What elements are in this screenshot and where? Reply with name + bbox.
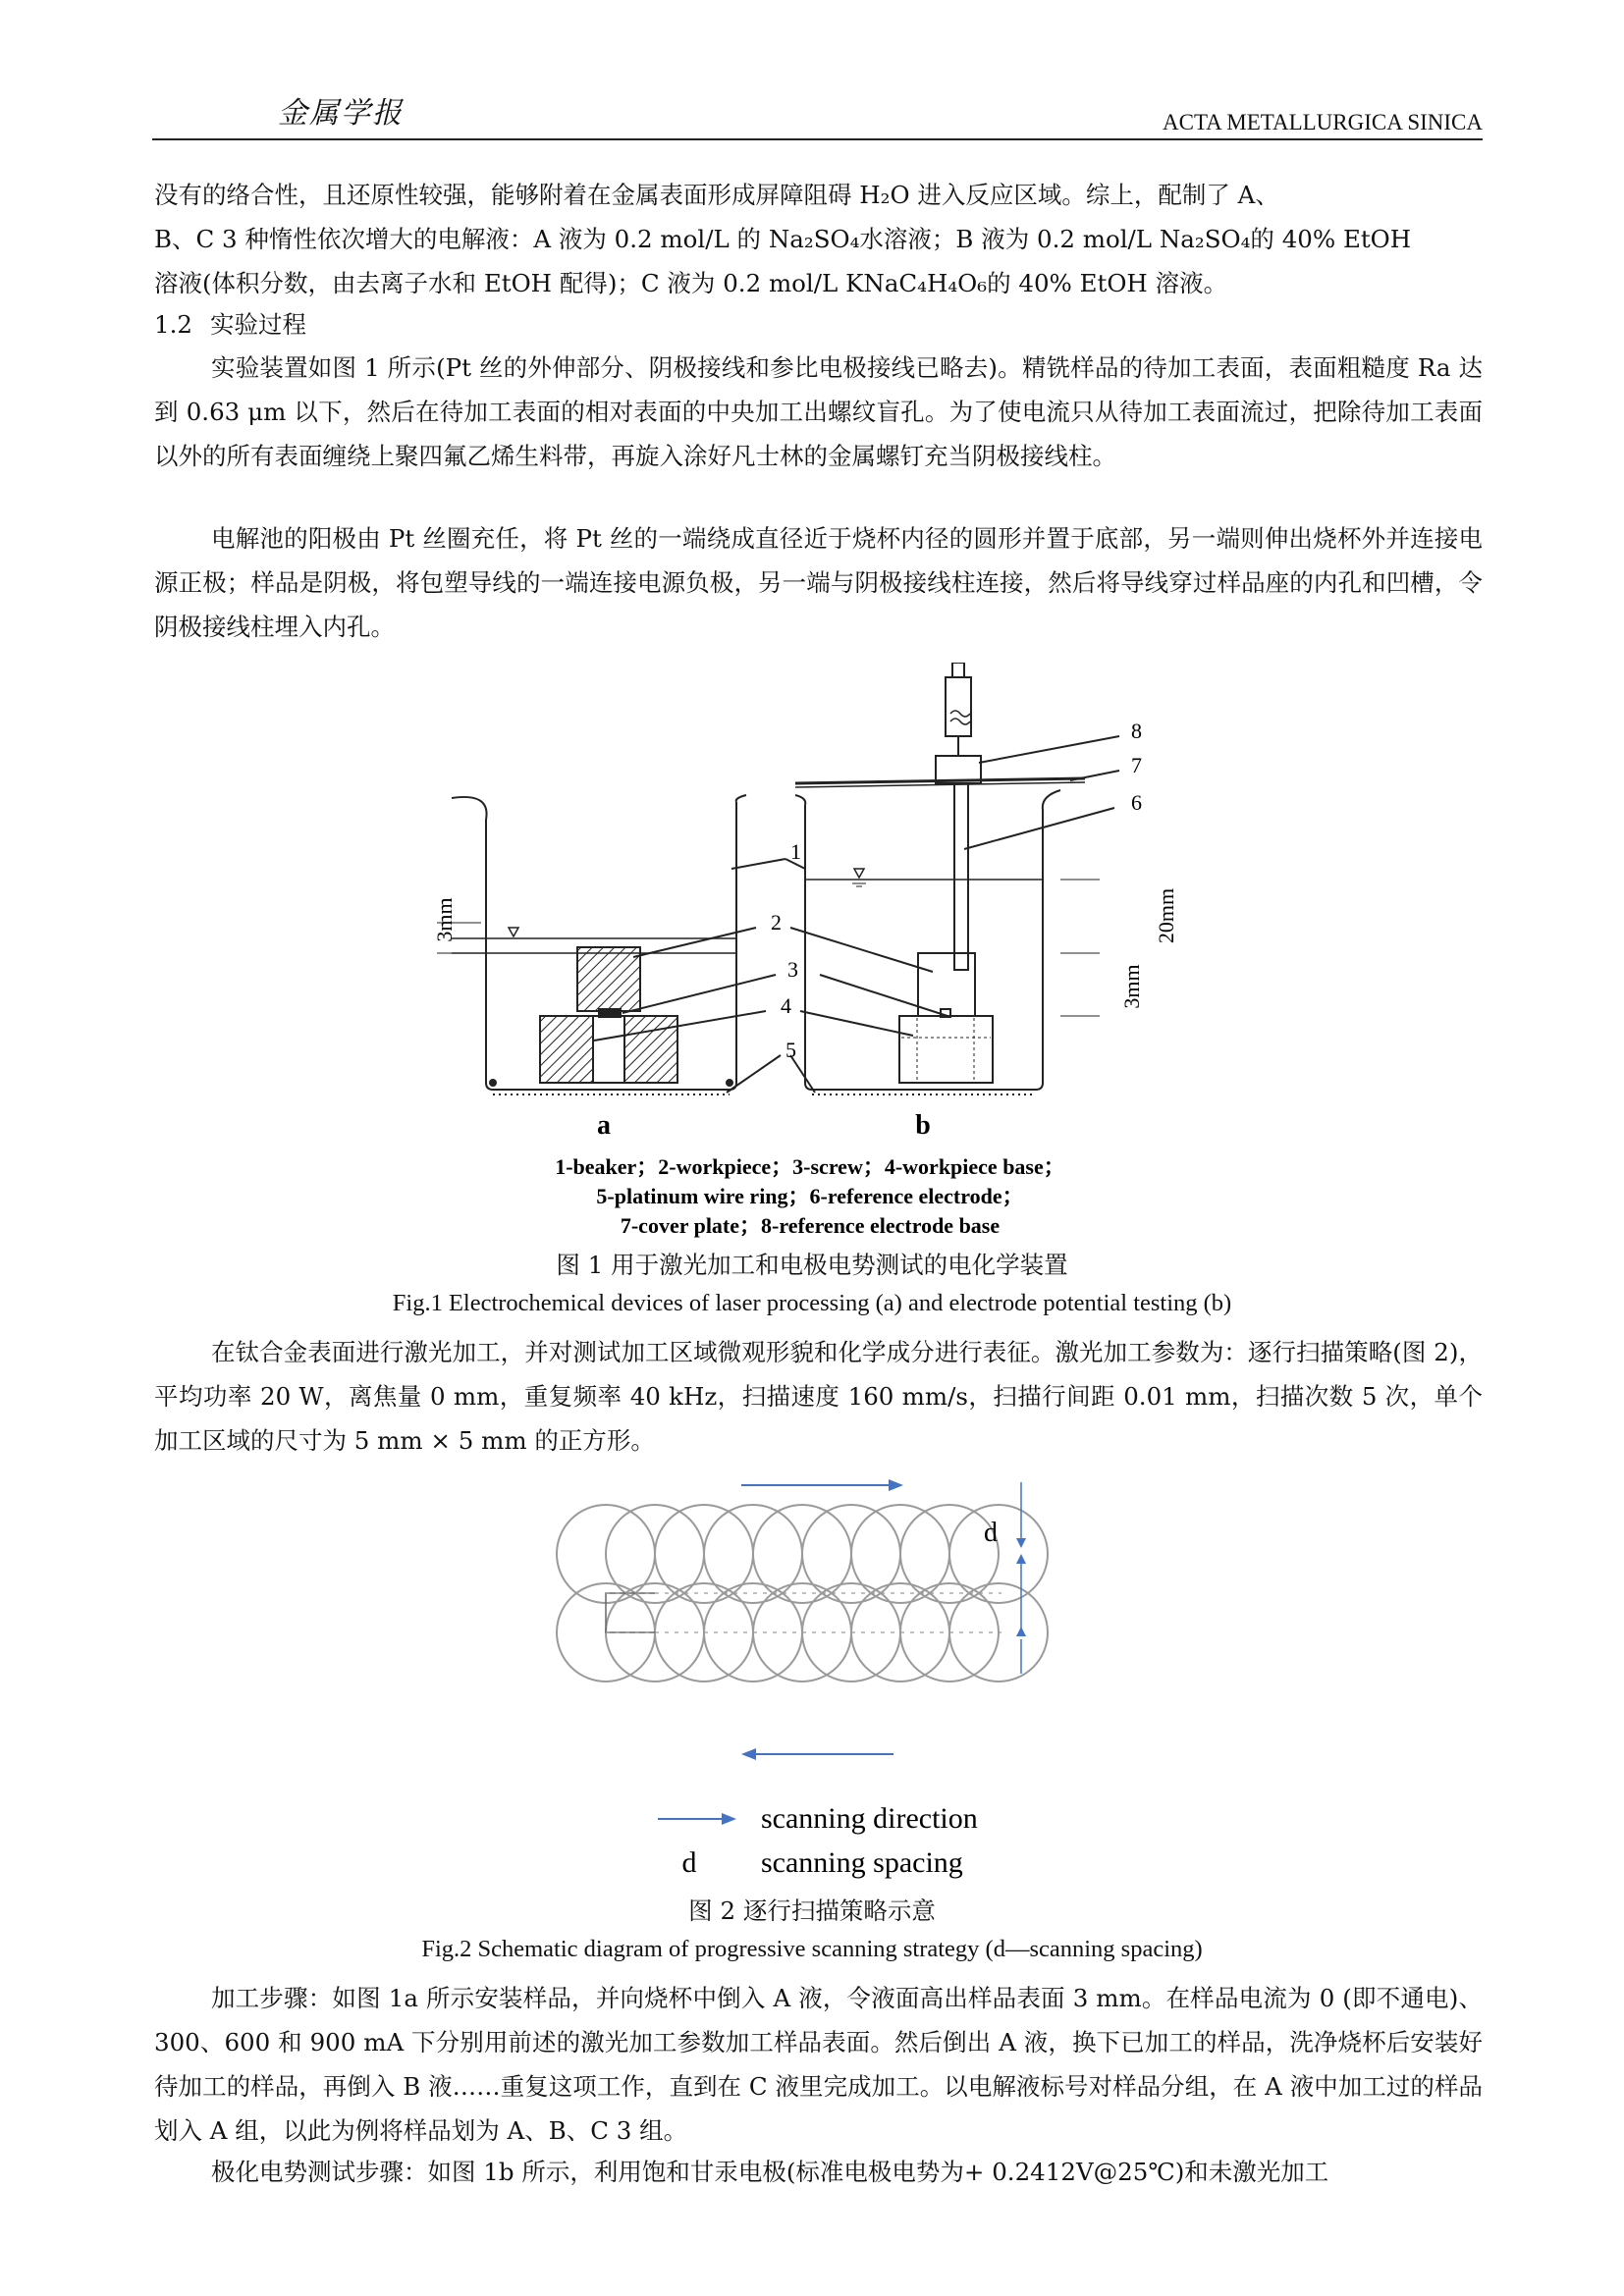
reference-electrode — [954, 783, 968, 970]
subfigure-label-a: a — [597, 1110, 611, 1141]
callout-4: 4 — [781, 993, 791, 1018]
paragraph-5-text: 加工步骤：如图 1a 所示安装样品，并向烧杯中倒入 A 液，令液面高出样品表面 3 mm。在样品电流为 0 (即不通电)、300、600 和 900 mA 下分别用前述的激光加工参数加工样品表面。然后倒出 A 液，换下已加工的样品，洗净烧杯后安装好待加工的样品，再倒入 B 液……重复这项工作，直到在 C 液里完成加工。以电解液标号对样品分组，在 A 液中加工过的样品划入 A 组，以此为例将样品划为 A、B、C 3 组。 — [154, 1984, 1483, 2145]
journal-title-en: ACTA METALLURGICA SINICA — [1163, 110, 1483, 134]
callout-3: 3 — [787, 957, 798, 982]
dimension-3mm-a: 3mm — [432, 897, 457, 942]
callout-2: 2 — [771, 910, 782, 934]
dimension-3mm-b: 3mm — [1119, 964, 1144, 1009]
paragraph-2 — [154, 346, 1483, 478]
legend-scanning-spacing: scanning spacing — [761, 1846, 963, 1879]
figure-2-caption-en: Fig.2 Schematic diagram of progressive scanning strategy (d—scanning spacing) — [421, 1936, 1203, 1962]
header-rule — [152, 138, 1483, 140]
section-title: 实验过程 — [209, 310, 306, 339]
section-number: 1.2 — [154, 310, 192, 339]
running-header — [152, 88, 1483, 139]
callout-7: 7 — [1131, 753, 1142, 777]
level-triangle-a — [509, 928, 518, 936]
section-heading — [154, 306, 324, 341]
figure-1-diagram — [432, 663, 1198, 1252]
paragraph-1-line-1: 没有的络合性，且还原性较强，能够附着在金属表面形成屏障阻碍 H₂O 进入反应区域。综上，配制了 A、 — [154, 181, 1279, 209]
paragraph-1-line-3: 溶液(体积分数，由去离子水和 EtOH 配得)；C 液为 0.2 mol/L KNaC₄H₄O₆的 40% EtOH 溶液。 — [154, 269, 1228, 297]
circle-row-top — [557, 1505, 1048, 1603]
paragraph-5 — [154, 1976, 1483, 2153]
scan-path — [606, 1593, 655, 1632]
figure-1-legend-line-3: 7-cover plate；8-reference electrode base — [620, 1213, 1001, 1238]
callout-8: 8 — [1131, 719, 1142, 743]
paragraph-6 — [154, 2150, 1483, 2194]
subfigure-label-b: b — [915, 1110, 931, 1141]
figure-1-legend-line-2: 5-platinum wire ring；6-reference electrode； — [596, 1184, 1024, 1208]
paragraph-4 — [154, 1330, 1483, 1463]
base-a-left — [540, 1016, 593, 1083]
figure-1-caption-cn: 图 1 用于激光加工和电极电势测试的电化学装置 — [556, 1251, 1068, 1279]
dimension-20mm: 20mm — [1154, 887, 1178, 944]
paragraph-1 — [154, 173, 1483, 305]
paragraph-4-text: 在钛合金表面进行激光加工，并对测试加工区域微观形貌和化学成分进行表征。激光加工参数为：逐行扫描策略(图 2)，平均功率 20 W，离焦量 0 mm，重复频率 40 kHz，扫描速度 160 mm/s，扫描行间距 0.01 mm，扫描次数 5 次，单个加工区域的尺寸为 5 mm × 5 mm 的正方形。 — [154, 1338, 1483, 1455]
callout-1: 1 — [790, 839, 801, 864]
paragraph-3-text: 电解池的阳极由 Pt 丝圈充任，将 Pt 丝的一端绕成直径近于烧杯内径的圆形并置于底部，另一端则伸出烧杯外并连接电源正极；样品是阴极，将包塑导线的一端连接电源负极，另一端与阴极接线柱连接，然后将导线穿过样品座的内孔和凹槽，令阴极接线柱埋入内孔。 — [154, 524, 1483, 641]
figure-1-legend-line-1: 1-beaker；2-workpiece；3-screw；4-workpiece base； — [555, 1154, 1065, 1179]
figure-2-diagram — [550, 1468, 1100, 1890]
paragraph-2-text: 实验装置如图 1 所示(Pt 丝的外伸部分、阴极接线和参比电极接线已略去)。精铣样品的待加工表面，表面粗糙度 Ra 达到 0.63 μm 以下，然后在待加工表面的相对表面的中央加工出螺纹盲孔。为了使电流只从待加工表面流过，把除待加工表面以外的所有表面缠绕上聚四氟乙烯生料带，再旋入涂好凡士林的金属螺钉充当阴极接线柱。 — [154, 353, 1483, 470]
callout-6: 6 — [1131, 790, 1142, 815]
paragraph-6-text: 极化电势测试步骤：如图 1b 所示，利用饱和甘汞电极(标准电极电势为+ 0.2412V@25℃)和未激光加工 — [211, 2158, 1329, 2186]
spacing-label-d: d — [984, 1518, 998, 1548]
legend-d-symbol: d — [681, 1846, 697, 1879]
journal-title-cn: 金属学报 — [278, 96, 404, 131]
paragraph-3 — [154, 516, 1483, 649]
legend-scanning-direction: scanning direction — [761, 1802, 978, 1835]
figure-1-caption-en: Fig.1 Electrochemical devices of laser processing (a) and electrode potential testing (b) — [392, 1290, 1232, 1316]
base-a-right — [624, 1016, 677, 1083]
callout-5: 5 — [785, 1038, 796, 1062]
paragraph-1-line-2: B、C 3 种惰性依次增大的电解液：A 液为 0.2 mol/L 的 Na₂SO₄水溶液；B 液为 0.2 mol/L Na₂SO₄的 40% EtOH — [154, 225, 1412, 253]
beaker-b — [795, 790, 1060, 1090]
figure-2-caption-cn: 图 2 逐行扫描策略示意 — [688, 1896, 936, 1925]
base-b — [899, 1016, 993, 1083]
workpiece-b — [918, 953, 975, 1016]
workpiece-a — [577, 947, 640, 1011]
reference-electrode-top — [946, 677, 971, 736]
